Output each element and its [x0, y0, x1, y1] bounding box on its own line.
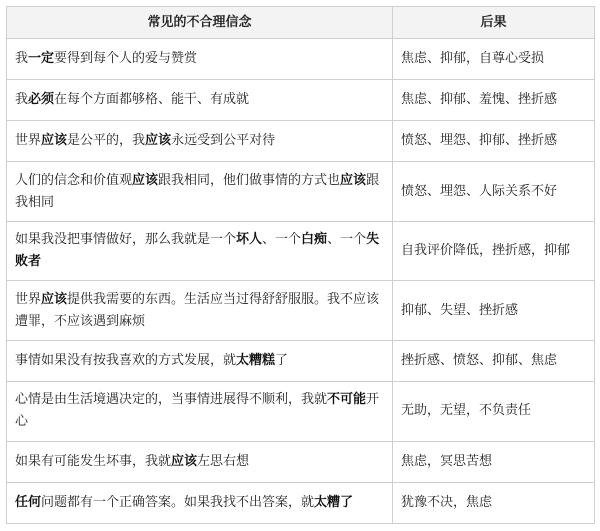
- belief-cell: [7, 281, 393, 341]
- belief-text: 问题都有一个正确答案。如果我找不出答案，就: [41, 494, 315, 510]
- table-row: [7, 441, 595, 482]
- emphasis-text: 必须: [28, 92, 55, 108]
- consequence-cell: 犹豫不决，焦虑: [393, 482, 595, 523]
- belief-text: 心情是由生活境遇决定的，当事情进展得不顺利，我就: [15, 392, 328, 408]
- emphasis-text: 应该: [171, 453, 198, 469]
- emphasis-text: 应该: [41, 291, 68, 307]
- belief-text: 、一个: [327, 232, 367, 248]
- emphasis-text: 失败者: [15, 232, 380, 270]
- belief-cell: [7, 341, 393, 382]
- header-consequence: 后果: [393, 7, 595, 39]
- consequence-cell: 抑郁、失望、挫折感: [393, 281, 595, 341]
- table-row: [7, 221, 595, 281]
- belief-text: 人们的信念和价值观: [15, 172, 133, 188]
- table-row: [7, 80, 595, 121]
- belief-cell: [7, 121, 393, 162]
- emphasis-text: 太糟糕: [236, 353, 276, 369]
- table-row: [7, 39, 595, 80]
- belief-cell: [7, 162, 393, 222]
- belief-text: 如果我没把事情做好，那么我就是一个: [15, 232, 237, 248]
- belief-text: 要得到每个人的爱与赞赏: [54, 51, 198, 67]
- belief-text: 我: [15, 51, 29, 67]
- emphasis-text: 坏人: [236, 232, 263, 248]
- table-header-row: [7, 7, 595, 39]
- belief-text: 跟我相同: [15, 172, 380, 210]
- belief-cell: [7, 80, 393, 121]
- emphasis-text: 应该: [41, 133, 68, 149]
- belief-cell: [7, 382, 393, 442]
- belief-text: 开心: [15, 392, 380, 430]
- table-row: [7, 121, 595, 162]
- consequence-cell: 挫折感、愤怒、抑郁、焦虑: [393, 341, 595, 382]
- consequence-cell: 愤怒、埋怨、抑郁、挫折感: [393, 121, 595, 162]
- belief-text: 跟我相同，他们做事情的方式也: [158, 172, 341, 188]
- belief-cell: [7, 482, 393, 523]
- emphasis-text: 一定: [28, 51, 55, 67]
- consequence-cell: 焦虑、抑郁，自尊心受损: [393, 39, 595, 80]
- belief-table-container: [6, 6, 594, 524]
- consequence-cell: 焦虑、抑郁、羞愧、挫折感: [393, 80, 595, 121]
- emphasis-text: 应该: [340, 172, 367, 188]
- table-row: [7, 281, 595, 341]
- table-row: [7, 382, 595, 442]
- belief-cell: [7, 441, 393, 482]
- belief-text: 是公平的，我: [67, 133, 146, 149]
- emphasis-text: 应该: [145, 133, 172, 149]
- belief-cell: [7, 221, 393, 281]
- belief-text: 永远受到公平对待: [171, 133, 276, 149]
- belief-text: 左思右想: [197, 453, 250, 469]
- consequence-cell: 愤怒、埋怨、人际关系不好: [393, 162, 595, 222]
- belief-text: 我: [15, 92, 29, 108]
- emphasis-text: 太糟了: [314, 494, 354, 510]
- belief-text: 了: [275, 353, 289, 369]
- emphasis-text: 不可能: [327, 392, 367, 408]
- header-belief: 常见的不合理信念: [7, 7, 393, 39]
- emphasis-text: 白痴: [301, 232, 328, 248]
- belief-text: 事情如果没有按我喜欢的方式发展，就: [15, 353, 237, 369]
- belief-text: 提供我需要的东西。生活应当过得舒舒服服。我不应该遭罪，不应该遇到麻烦: [15, 291, 380, 329]
- table-row: [7, 162, 595, 222]
- consequence-cell: 自我评价降低，挫折感，抑郁: [393, 221, 595, 281]
- consequence-cell: 焦虑，冥思苦想: [393, 441, 595, 482]
- table-body: [7, 39, 595, 524]
- table-row: [7, 341, 595, 382]
- irrational-beliefs-table: [6, 6, 595, 524]
- belief-text: 在每个方面都够格、能干、有成就: [54, 92, 250, 108]
- belief-text: 如果有可能发生坏事，我就: [15, 453, 172, 469]
- belief-text: 世界: [15, 291, 42, 307]
- table-row: [7, 482, 595, 523]
- consequence-cell: 无助，无望，不负责任: [393, 382, 595, 442]
- belief-text: 、一个: [262, 232, 302, 248]
- belief-text: 世界: [15, 133, 42, 149]
- belief-cell: [7, 39, 393, 80]
- emphasis-text: 应该: [132, 172, 159, 188]
- emphasis-text: 任何: [15, 494, 42, 510]
